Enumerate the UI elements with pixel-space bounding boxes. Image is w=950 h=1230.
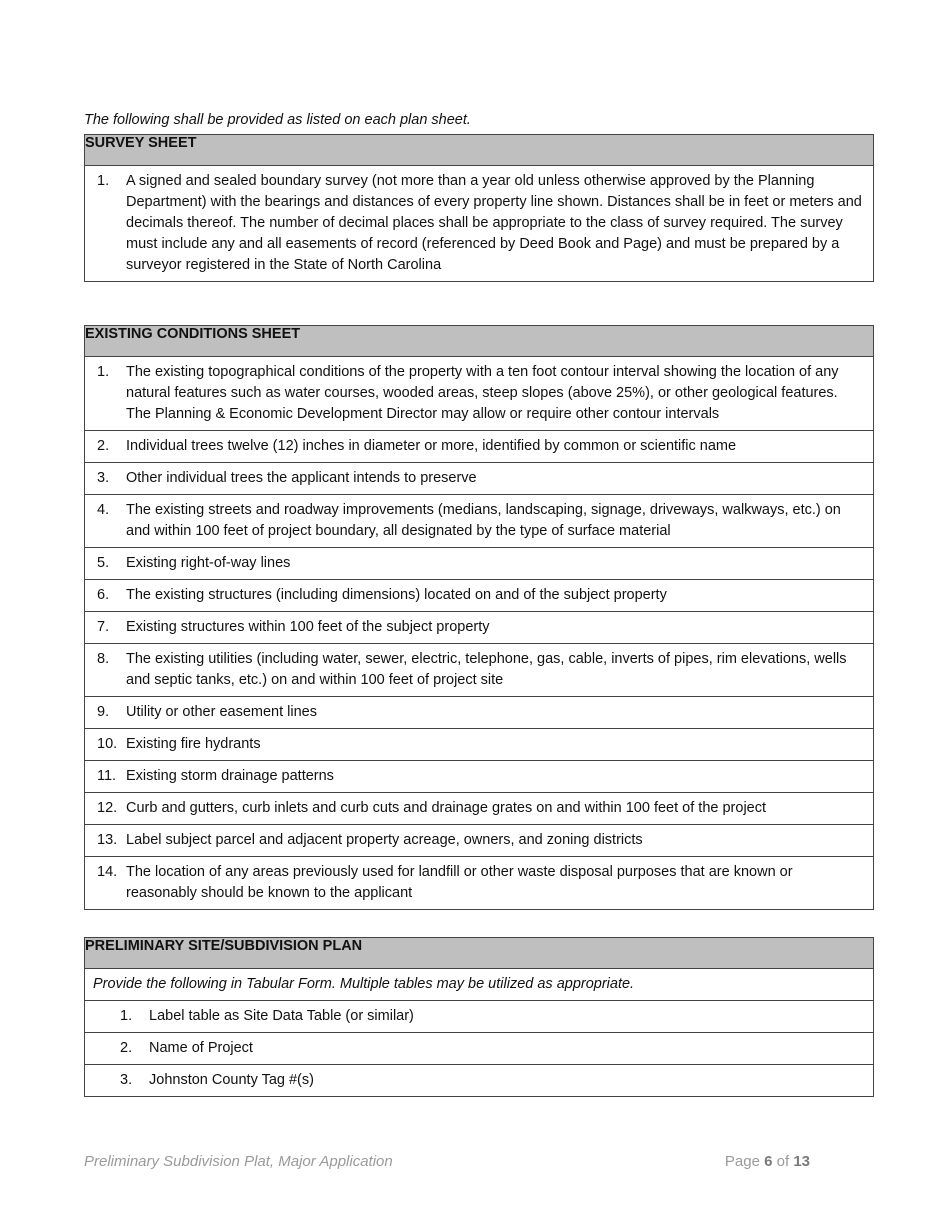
item-number: 5.	[97, 555, 110, 571]
item-text: Name of Project	[149, 1040, 253, 1056]
item-text: The existing topographical conditions of the property with a ten foot contour interval showing the location of any natural features such as water courses, wooded areas, steep slopes (above 25%), or other geological features. The Planning & Economic Development Director may allow or require other contour intervals	[126, 364, 839, 422]
item-text: The location of any areas previously used for landfill or other waste disposal purposes that are known or reasonably should be known to the applicant	[126, 864, 793, 901]
item-text: Label table as Site Data Table (or similar)	[149, 1008, 414, 1024]
page-of: of	[776, 1153, 790, 1170]
list-item	[85, 857, 873, 909]
item-number: 1.	[97, 173, 110, 189]
existing-conditions-title: EXISTING CONDITIONS SHEET	[85, 326, 874, 357]
survey-sheet-table	[84, 134, 874, 282]
item-number: 2.	[120, 1040, 133, 1056]
item-number: 8.	[97, 651, 110, 667]
list-item	[85, 697, 873, 728]
item-number: 7.	[97, 619, 110, 635]
item-text: Other individual trees the applicant intends to preserve	[126, 470, 477, 486]
footer-page-number	[725, 1153, 810, 1170]
page-prefix: Page	[724, 1153, 760, 1170]
list-item	[85, 1001, 873, 1032]
item-text: Existing structures within 100 feet of the subject property	[126, 619, 490, 635]
existing-conditions-table	[84, 325, 874, 910]
item-number: 3.	[120, 1072, 133, 1088]
item-number: 11.	[97, 768, 117, 784]
list-item	[85, 729, 873, 760]
list-item	[85, 495, 873, 547]
item-text: Utility or other easement lines	[126, 704, 317, 720]
intro-text: The following shall be provided as listed on each plan sheet.	[84, 112, 471, 128]
item-number: 3.	[97, 470, 110, 486]
item-number: 2.	[97, 438, 110, 454]
list-item	[85, 825, 873, 856]
list-item	[85, 761, 873, 792]
item-number: 9.	[97, 704, 110, 720]
item-text: Existing right-of-way lines	[126, 555, 291, 571]
list-item	[85, 580, 873, 611]
item-text: Individual trees twelve (12) inches in diameter or more, identified by common or scientific name	[126, 438, 737, 454]
item-text: Existing storm drainage patterns	[126, 768, 334, 784]
item-number: 13.	[97, 832, 118, 848]
page-current: 6	[764, 1153, 773, 1170]
list-item	[85, 463, 873, 494]
item-number: 10.	[97, 736, 118, 752]
list-item	[85, 612, 873, 643]
page-total: 13	[793, 1153, 810, 1170]
item-number: 1.	[97, 364, 110, 380]
item-number: 12.	[97, 800, 118, 816]
item-number: 14.	[97, 864, 118, 880]
item-number: 4.	[97, 502, 110, 518]
preliminary-plan-table	[84, 937, 874, 1097]
list-item	[85, 644, 873, 696]
item-text: Curb and gutters, curb inlets and curb cuts and drainage grates on and within 100 feet of the project	[126, 800, 767, 816]
survey-item	[85, 166, 873, 281]
item-text: Label subject parcel and adjacent property acreage, owners, and zoning districts	[126, 832, 643, 848]
list-item	[85, 548, 873, 579]
item-text: The existing streets and roadway improvements (medians, landscaping, signage, driveways, walkways, etc.) on and within 100 feet of project boundary, all designated by the type of surface material	[126, 502, 841, 539]
list-item	[85, 1033, 873, 1064]
list-item	[85, 793, 873, 824]
list-item	[85, 431, 873, 462]
footer-document-title: Preliminary Subdivision Plat, Major Application	[84, 1153, 393, 1170]
item-text: A signed and sealed boundary survey (not more than a year old unless otherwise approved by the Planning Department) with the bearings and distances of every property line shown. Distances shall be in feet or meters and decimals thereof. The number of decimal places shall be appropriate to the class of survey required. The survey must include any and all easements of record (referenced by Deed Book and Page) and must be prepared by a surveyor registered in the State of North Carolina	[126, 173, 862, 273]
item-text: Johnston County Tag #(s)	[149, 1072, 314, 1088]
item-number: 6.	[97, 587, 110, 603]
list-item	[85, 1065, 873, 1096]
list-item	[85, 357, 873, 430]
item-text: Existing fire hydrants	[126, 736, 261, 752]
preliminary-plan-title: PRELIMINARY SITE/SUBDIVISION PLAN	[85, 938, 874, 969]
item-number: 1.	[120, 1008, 133, 1024]
item-text: The existing utilities (including water, sewer, electric, telephone, gas, cable, inverts of pipes, rim elevations, wells and septic tanks, etc.) on and within 100 feet of project site	[126, 651, 847, 688]
preliminary-plan-note: Provide the following in Tabular Form. Multiple tables may be utilized as appropriate.	[93, 976, 635, 992]
survey-sheet-title: SURVEY SHEET	[85, 135, 874, 166]
item-text: The existing structures (including dimensions) located on and of the subject property	[126, 587, 667, 603]
